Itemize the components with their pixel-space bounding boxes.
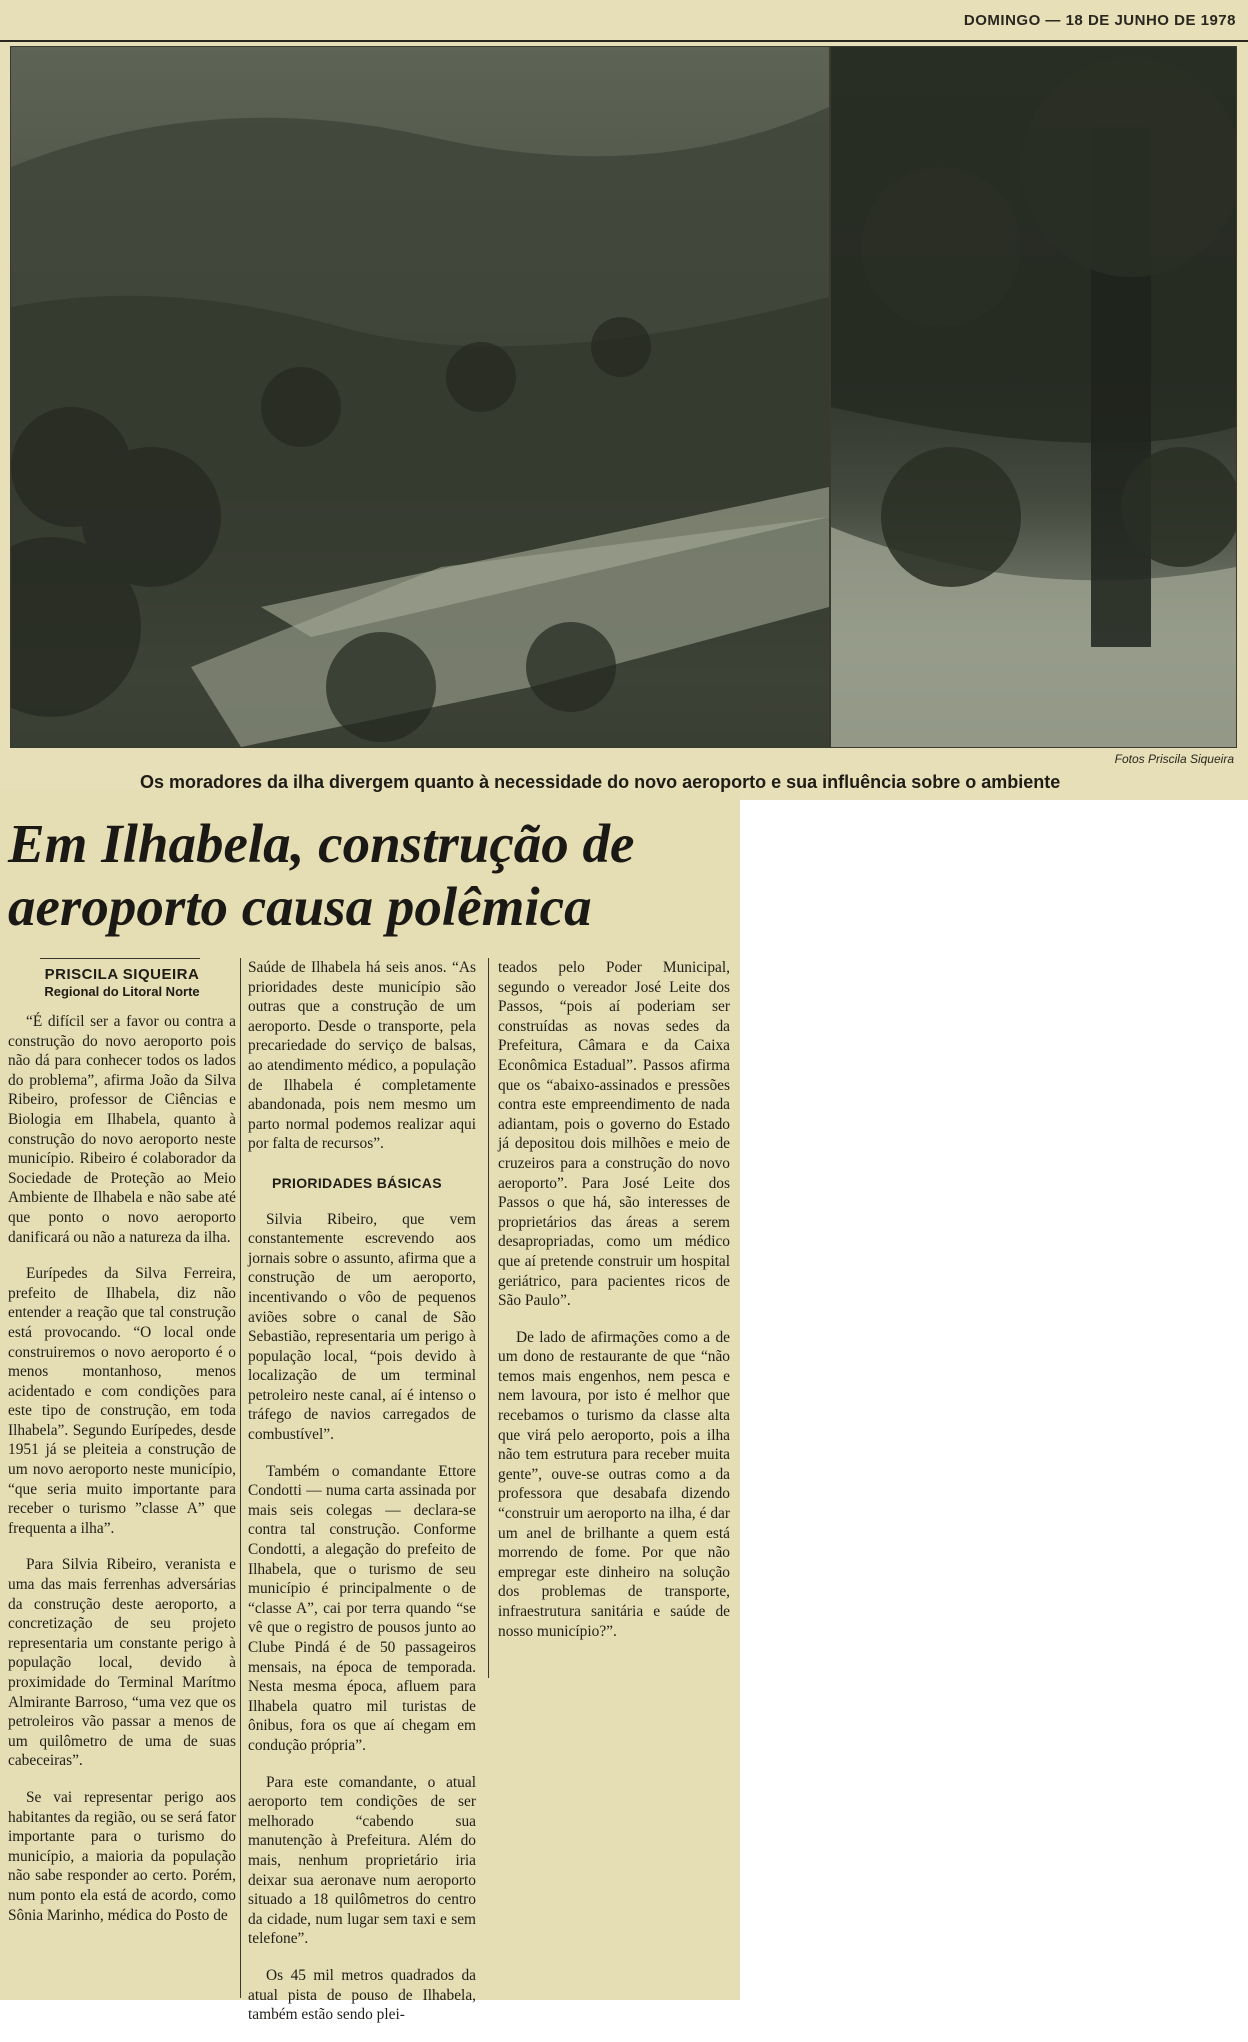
paragraph: “É difícil ser a favor ou contra a construção do novo aeroporto pois não dá para conhecer todos os lados do problema”, afirma João da Silva Ribeiro, professor de Ciências e Biologia em Ilhabela, quanto à construção do novo aeroporto neste município. Ribeiro é colaborador da Sociedade de Proteção ao Meio Ambiente de Ilhabela e não sabe até que ponto o novo aeroporto danificará ou não a natureza da ilha. [8, 1013, 236, 1246]
photo-caption: Os moradores da ilha divergem quanto à necessidade do novo aeroporto e sua influência sobre o ambiente [140, 772, 1061, 792]
article-column-3 [498, 958, 730, 1658]
column-divider [240, 958, 241, 1998]
byline-name: PRISCILA SIQUEIRA [44, 966, 200, 983]
paragraph: teados pelo Poder Municipal, segundo o vereador José Leite dos Passos, “pois aí poderiam ser construídas as novas sedes da Prefeitura, Câmara e da Caixa Econômica Estadual”. Passos afirma que os “abaixo-assinados e pressões contra este empreendimento de nada adiantam, pois o governo do Estado já depositou dois milhões e meio de cruzeiros para a construção do novo aeroporto”. Para José Leite dos Passos o que há, são interesses de proprietários das áreas a serem desapropriadas, como um médico que aí pretende construir um hospital geriátrico, para pacientes ricos de São Paulo”. [498, 959, 730, 1310]
paragraph: Eurípedes da Silva Ferreira, prefeito de Ilhabela, diz não entender a reação que tal construção está provocando. “O local onde construiremos o novo aeroporto é o menos montanhoso, menos acidentado e com condições para este tipo de construção, em toda Ilhabela”. Segundo Eurípedes, desde 1951 já se pleiteia a construção de um novo aeroporto neste município, “que seria muito importante para receber o turismo ”classe A” que frequenta a ilha”. [8, 1265, 236, 1537]
publication-date: DOMINGO — 18 DE JUNHO DE 1978 [963, 12, 1236, 29]
article-column-1 [8, 1012, 236, 1942]
paragraph: Para Silvia Ribeiro, veranista e uma das mais ferrenhas adversárias da construção deste aeroporto, a concretização de seu projeto representaria um constante perigo à população local, devido à proximidade do Terminal Marítmo Almirante Barroso, “uma vez que os petroleiros vão passar a menos de um quilômetro de uma de suas cabeceiras”. [8, 1556, 236, 1770]
paragraph: Silvia Ribeiro, que vem constantemente escrevendo aos jornais sobre o assunto, afirma que a construção de um aeroporto, incentivando o vôo de pequenos aviões sobre o canal de São Sebastião, representaria um perigo à população local, “pois devido à localização de um terminal petroleiro neste canal, aí é intenso o tráfego de navios carregados de combustível”. [248, 1210, 476, 1444]
paragraph: Se vai representar perigo aos habitantes da região, ou se será fator importante para o turismo do município, a maioria da população não sabe responder ao certo. Porém, num ponto ela está de acordo, como Sônia Marinho, médica do Posto de [8, 1788, 236, 1924]
paragraph: Saúde de Ilhabela há seis anos. “As prioridades deste município são outras que a construção de um aeroporto. Desde o transporte, pela precariedade do serviço de balsas, ao atendimento médico, a população de Ilhabela é completamente abandonada, pois nem mesmo um parto normal podemos realizar aqui por falta de recursos”. [248, 959, 476, 1153]
subhead: PRIORIDADES BÁSICAS [272, 1174, 442, 1191]
photo-tree-drawing [831, 47, 1236, 747]
photo-credit: Fotos Priscila Siqueira [1114, 752, 1234, 766]
byline-rule [40, 958, 200, 959]
byline-role: Regional do Litoral Norte [44, 984, 200, 999]
paragraph: Para este comandante, o atual aeroporto tem condições de ser melhorado “cabendo sua manutenção à Prefeitura. Além do mais, nenhum proprietário iria deixar sua aeronave num aeroporto situado a 18 quilômetros do centro da cidade, num lugar sem taxi e sem telefone”. [248, 1773, 476, 1948]
paragraph: Os 45 mil metros quadrados da atual pista de pouso de Ilhabela, também estão sendo plei- [248, 1966, 476, 2024]
column-divider [488, 958, 489, 1678]
photo-tree-path [830, 46, 1237, 748]
paragraph: De lado de afirmações como a de um dono de restaurante de que “não temos mais engenhos, nem pesca e nem lavoura, por isto é melhor que recebamos o turismo da classe alta que virá pelo aeroporto, pois a ilha não tem estrutura para receber muita gente”, ouve-se outras como a da professora que desabafa dizendo “construir um aeroporto na ilha, é dar um anel de brilhante a quem está morrendo de fome. Por que não empregar este dinheiro na solução dos problemas de transporte, infraestrutura sanitária e saúde de nosso município?”. [498, 1328, 730, 1640]
masthead [0, 0, 1248, 42]
paragraph: Também o comandante Ettore Condotti — numa carta assinada por mais seis colegas — declara-se contra tal construção. Conforme Condotti, a alegação do prefeito de Ilhabela, que o turismo de seu município é principalmente o de “classe A”, cai por terra quando “se vê que o registro de pousos junto ao Clube Pindá é de 50 passageiros mensais, na época de temporada. Nesta mesma época, afluem para Ilhabela quatro mil turistas de ônibus, fora os que aí chegam em condução própria”. [248, 1462, 476, 1754]
photo-hillside-drawing [11, 47, 829, 747]
headline: Em Ilhabela, construção de aeroporto causa polêmica [8, 813, 635, 937]
photo-hillside-airstrip [10, 46, 830, 748]
article-column-2 [248, 958, 476, 2042]
